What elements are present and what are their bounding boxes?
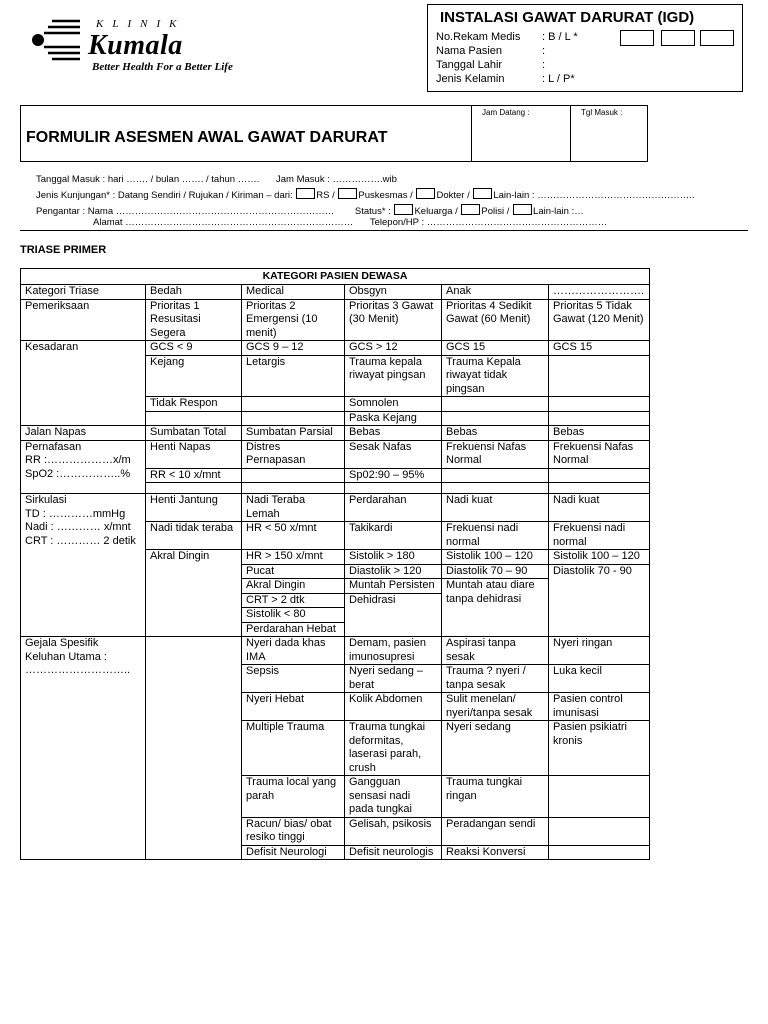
table-cell[interactable]: Diastolik 70 - 90: [549, 564, 650, 637]
table-cell: [549, 468, 650, 483]
checkbox-puskesmas[interactable]: [338, 188, 357, 199]
table-cell[interactable]: Perdarahan Hebat: [242, 622, 345, 637]
table-cell: Bedah: [146, 285, 242, 300]
jam-masuk-text: Jam Masuk : …………….wib: [276, 174, 397, 185]
table-cell[interactable]: Gelisah, psikosis: [345, 817, 442, 845]
table-cell[interactable]: CRT > 2 dtk: [242, 593, 345, 608]
option-status-lain: Lain-lain :…: [533, 206, 584, 217]
table-cell: [345, 483, 442, 494]
logo-tagline: Better Health For a Better Life: [92, 61, 233, 73]
table-cell[interactable]: Frekuensi nadi normal: [442, 522, 549, 550]
igd-label: Nama Pasien: [436, 45, 503, 57]
table-cell[interactable]: Sistolik 100 – 120: [549, 550, 650, 565]
table-cell: [242, 397, 345, 412]
tgl-masuk-cell[interactable]: [570, 106, 648, 161]
pengantar-nama-text[interactable]: Pengantar : Nama ……………………………………………………………: [36, 206, 335, 217]
table-cell: Medical: [242, 285, 345, 300]
checkbox-dokter[interactable]: [416, 188, 435, 199]
table-cell[interactable]: Gangguan sensasi nadi pada tungkai: [345, 776, 442, 818]
table-cell[interactable]: Pucat: [242, 564, 345, 579]
table-cell: Pemeriksaan: [21, 299, 146, 341]
table-cell: [549, 355, 650, 397]
triase-table: [20, 268, 650, 860]
table-row: [21, 494, 650, 522]
logo-name: Kumala: [88, 30, 183, 61]
table-cell[interactable]: Kolik Abdomen: [345, 693, 442, 721]
table-cell: Kategori Triase: [21, 285, 146, 300]
table-cell[interactable]: Nadi kuat: [549, 494, 650, 522]
spo2-field[interactable]: SpO2 :……………..%: [25, 467, 131, 480]
rr-field[interactable]: RR :………………x/m: [25, 454, 131, 466]
table-cell[interactable]: Kejang: [146, 355, 242, 397]
table-cell: [442, 468, 549, 483]
table-cell[interactable]: Peradangan sendi: [442, 817, 549, 845]
igd-row-tanggal-lahir: [436, 59, 545, 71]
form-title: FORMULIR ASESMEN AWAL GAWAT DARURAT: [26, 129, 388, 146]
igd-label: No.Rekam Medis: [436, 31, 521, 43]
table-row: [21, 440, 650, 468]
nadi-field[interactable]: Nadi : ………… x/mnt: [25, 521, 131, 533]
table-cell[interactable]: Trauma tungkai ringan: [442, 776, 549, 818]
table-cell: [242, 468, 345, 483]
table-cell: [146, 411, 242, 426]
table-cell: [549, 817, 650, 845]
option-puskesmas: Puskesmas /: [358, 190, 413, 201]
table-cell: [146, 637, 242, 860]
table-cell[interactable]: Reaksi Konversi: [442, 845, 549, 860]
table-cell[interactable]: Bebas: [345, 426, 442, 441]
table-cell[interactable]: Sistolik < 80: [242, 608, 345, 623]
table-cell: Jalan Napas: [21, 426, 146, 441]
table-cell[interactable]: GCS 15: [549, 341, 650, 356]
table-cell: [242, 411, 345, 426]
jam-datang-cell[interactable]: [471, 106, 570, 161]
tanggal-masuk-text: Tanggal Masuk : hari ……. / bulan ……. / tahun …….: [36, 174, 260, 185]
form-title-box: [20, 105, 648, 162]
table-cell-gejala: [21, 637, 146, 860]
table-cell[interactable]: Sesak Nafas: [345, 440, 442, 468]
gejala-label: Gejala Spesifik Keluhan Utama :: [25, 637, 107, 663]
igd-row-rekam-medis: [436, 31, 578, 43]
section-title-triase: TRIASE PRIMER: [20, 244, 107, 256]
table-cell[interactable]: Akral Dingin: [242, 579, 345, 594]
table-cell[interactable]: Multiple Trauma: [242, 721, 345, 776]
igd-value[interactable]: :: [542, 45, 546, 57]
table-header-row: [21, 269, 650, 285]
pengantar-line: [36, 204, 584, 217]
table-cell: [242, 483, 345, 494]
table-cell[interactable]: Nadi tidak teraba: [146, 522, 242, 550]
jam-datang-label: Jam Datang :: [482, 108, 530, 117]
table-cell[interactable]: Nyeri sedang: [442, 721, 549, 776]
table-cell: Prioritas 5 Tidak Gawat (120 Menit): [549, 299, 650, 341]
igd-row-nama: [436, 45, 545, 57]
table-cell: [549, 776, 650, 818]
table-cell: Obsgyn: [345, 285, 442, 300]
checkbox-status-lain[interactable]: [513, 204, 532, 215]
clinic-logo-icon: [30, 18, 86, 62]
table-cell[interactable]: Sulit menelan/ nyeri/tanpa sesak: [442, 693, 549, 721]
table-cell[interactable]: Henti Napas: [146, 440, 242, 468]
table-cell[interactable]: Defisit neurologis: [345, 845, 442, 860]
table-cell: [442, 411, 549, 426]
table-row: [21, 299, 650, 341]
table-cell[interactable]: Takikardi: [345, 522, 442, 550]
divider: [20, 230, 748, 231]
option-lain-lain: Lain-lain : …………………………………………..: [493, 190, 695, 201]
table-cell-pernafasan: [21, 440, 146, 494]
table-cell[interactable]: Sumbatan Total: [146, 426, 242, 441]
table-cell[interactable]: Henti Jantung: [146, 494, 242, 522]
option-polisi: Polisi /: [481, 206, 510, 217]
checkbox-keluarga[interactable]: [394, 204, 413, 215]
table-cell[interactable]: Trauma local yang parah: [242, 776, 345, 818]
table-cell[interactable]: Bebas: [442, 426, 549, 441]
table-cell[interactable]: …………………….: [549, 285, 650, 300]
table-cell[interactable]: Sepsis: [242, 665, 345, 693]
table-cell[interactable]: Sp02:90 – 95%: [345, 468, 442, 483]
table-cell[interactable]: Paska Kejang: [345, 411, 442, 426]
table-cell[interactable]: RR < 10 x/mnt: [146, 468, 242, 483]
table-row: [21, 341, 650, 356]
table-row: [21, 426, 650, 441]
td-field[interactable]: TD : …………mmHg: [25, 507, 126, 520]
igd-value[interactable]: : L / P*: [542, 73, 575, 85]
checkbox-lain-lain[interactable]: [473, 188, 492, 199]
table-row: [21, 637, 650, 665]
table-cell[interactable]: Muntah atau diare tanpa dehidrasi: [442, 579, 549, 637]
gejala-field[interactable]: ………………………..: [25, 664, 131, 676]
table-cell: Anak: [442, 285, 549, 300]
table-cell: Prioritas 1 Resusitasi Segera: [146, 299, 242, 341]
checkbox-polisi[interactable]: [461, 204, 480, 215]
table-cell[interactable]: GCS > 12: [345, 341, 442, 356]
table-cell[interactable]: Nyeri dada khas IMA: [242, 637, 345, 665]
table-cell[interactable]: Trauma tungkai deformitas, laserasi parah, crush: [345, 721, 442, 776]
table-cell[interactable]: Racun/ bias/ obat resiko tinggi: [242, 817, 345, 845]
table-row: [21, 285, 650, 300]
status-label: Status* :: [354, 206, 391, 217]
alamat-text: Alamat ………………………………………………………………: [93, 217, 354, 228]
table-cell: [549, 845, 650, 860]
igd-row-jenis-kelamin: [436, 73, 575, 85]
table-cell[interactable]: Trauma ? nyeri / tanpa sesak: [442, 665, 549, 693]
tgl-masuk-label: Tgl Masuk :: [581, 108, 623, 117]
table-cell[interactable]: Aspirasi tanpa sesak: [442, 637, 549, 665]
option-dokter: Dokter /: [436, 190, 470, 201]
table-cell: Prioritas 3 Gawat (30 Menit): [345, 299, 442, 341]
table-cell[interactable]: Bebas: [549, 426, 650, 441]
crt-field[interactable]: CRT : ………… 2 detik: [25, 534, 136, 547]
rekam-medis-box-3[interactable]: [700, 30, 734, 46]
rekam-medis-box-1[interactable]: [620, 30, 654, 46]
table-cell: Prioritas 4 Sedikit Gawat (60 Menit): [442, 299, 549, 341]
table-cell[interactable]: GCS 15: [442, 341, 549, 356]
table-cell[interactable]: Frekuensi Nafas Normal: [549, 440, 650, 468]
table-cell[interactable]: Tidak Respon: [146, 397, 242, 412]
table-cell[interactable]: Luka kecil: [549, 665, 650, 693]
igd-title: INSTALASI GAWAT DARURAT (IGD): [440, 9, 695, 26]
table-cell[interactable]: Pasien control imunisasi: [549, 693, 650, 721]
logo-klinik-text: KLINIK: [96, 18, 186, 30]
checkbox-rs[interactable]: [296, 188, 315, 199]
sirkulasi-label: Sirkulasi: [25, 494, 67, 506]
table-cell[interactable]: Nadi Teraba Lemah: [242, 494, 345, 522]
table-cell-sirkulasi: [21, 494, 146, 637]
table-cell[interactable]: Sistolik > 180: [345, 550, 442, 565]
jenis-kunjungan-line: [36, 188, 694, 201]
table-cell: [146, 483, 242, 494]
telepon-text: Telepon/HP : …………………………………………………: [369, 217, 608, 228]
table-cell: [549, 411, 650, 426]
table-cell[interactable]: Nadi kuat: [442, 494, 549, 522]
table-cell[interactable]: Muntah Persisten: [345, 579, 442, 594]
jenis-kunjungan-text: Jenis Kunjungan* : Datang Sendiri / Rujukan / Kiriman – dari:: [36, 190, 293, 201]
table-cell[interactable]: Letargis: [242, 355, 345, 397]
alamat-line[interactable]: [93, 217, 607, 228]
table-cell[interactable]: Frekuensi Nafas Normal: [442, 440, 549, 468]
table-cell[interactable]: Demam, pasien imunosupresi: [345, 637, 442, 665]
option-keluarga: Keluarga /: [414, 206, 458, 217]
igd-identity-box: [427, 4, 743, 92]
igd-value[interactable]: : B / L *: [542, 31, 578, 43]
table-cell[interactable]: Somnolen: [345, 397, 442, 412]
pernafasan-label: Pernafasan: [25, 440, 82, 453]
table-cell: Kesadaran: [21, 341, 146, 426]
table-cell[interactable]: Nyeri ringan: [549, 637, 650, 665]
table-cell[interactable]: Perdarahan: [345, 494, 442, 522]
table-cell[interactable]: Nyeri Hebat: [242, 693, 345, 721]
table-cell[interactable]: Diastolik 70 – 90: [442, 564, 549, 579]
table-cell[interactable]: GCS < 9: [146, 341, 242, 356]
table-cell[interactable]: Akral Dingin: [146, 550, 242, 637]
table-cell[interactable]: Sumbatan Parsial: [242, 426, 345, 441]
table-header: KATEGORI PASIEN DEWASA: [21, 269, 650, 285]
table-cell[interactable]: Dehidrasi: [345, 593, 442, 637]
table-cell: [549, 483, 650, 494]
option-rs: RS /: [316, 190, 335, 201]
table-cell[interactable]: Frekuensi nadi normal: [549, 522, 650, 550]
table-cell: [442, 483, 549, 494]
table-cell[interactable]: HR > 150 x/mnt: [242, 550, 345, 565]
table-cell[interactable]: Diastolik > 120: [345, 564, 442, 579]
rekam-medis-box-2[interactable]: [661, 30, 695, 46]
table-cell[interactable]: Trauma Kepala riwayat tidak pingsan: [442, 355, 549, 397]
table-cell[interactable]: Nyeri sedang – berat: [345, 665, 442, 693]
igd-label: Tanggal Lahir: [436, 59, 503, 71]
table-cell[interactable]: HR < 50 x/mnt: [242, 522, 345, 550]
table-cell: Prioritas 2 Emergensi (10 menit): [242, 299, 345, 341]
table-cell[interactable]: Pasien psikiatri kronis: [549, 721, 650, 776]
table-cell[interactable]: Sistolik 100 – 120: [442, 550, 549, 565]
table-cell[interactable]: GCS 9 – 12: [242, 341, 345, 356]
igd-value[interactable]: :: [542, 59, 546, 71]
tanggal-masuk-line[interactable]: [36, 174, 397, 185]
table-cell[interactable]: Distres Pernapasan: [242, 440, 345, 468]
table-cell[interactable]: Defisit Neurologi: [242, 845, 345, 860]
table-cell: [442, 397, 549, 412]
igd-label: Jenis Kelamin: [436, 73, 505, 85]
table-cell: [549, 397, 650, 412]
table-cell[interactable]: Trauma kepala riwayat pingsan: [345, 355, 442, 397]
